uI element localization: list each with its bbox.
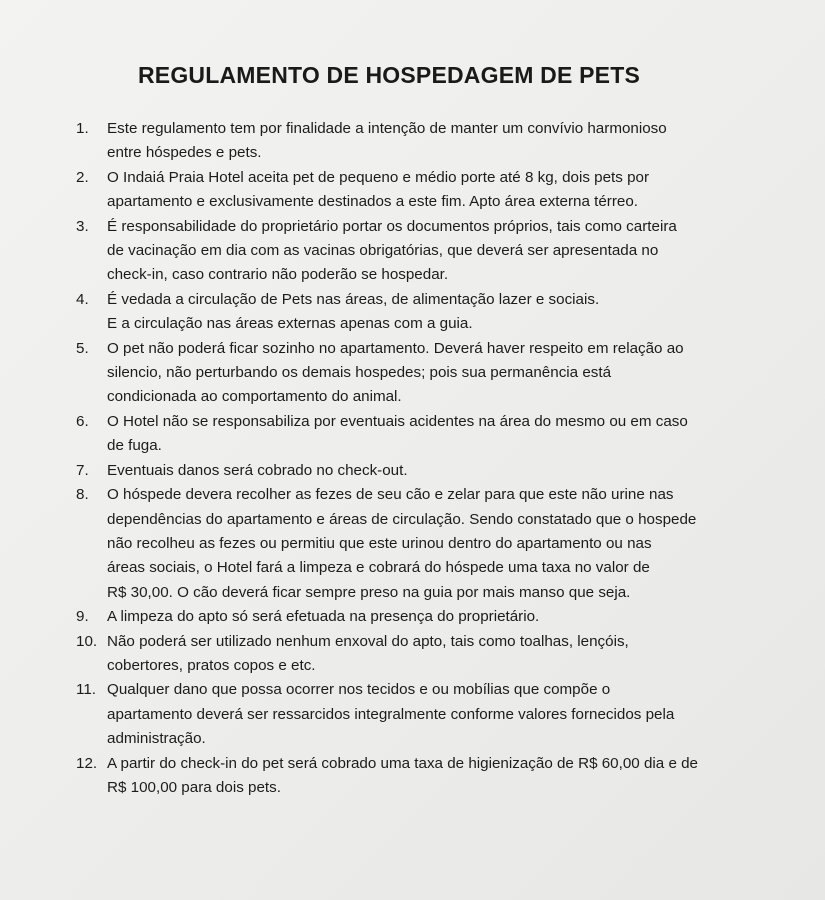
rule-line: entre hóspedes e pets.: [107, 144, 262, 162]
rule-line: O hóspede devera recolher as fezes de seu cão e zelar para que este não urine nas: [107, 486, 674, 504]
rule-line: A partir do check-in do pet será cobrado uma taxa de higienização de R$ 60,00 dia e de: [107, 754, 699, 772]
rule-line: O pet não poderá ficar sozinho no apartamento. Deverá haver respeito em relação ao: [107, 339, 684, 357]
rule-number: 2.: [76, 168, 89, 186]
rule-number: 9.: [76, 608, 89, 626]
rule-item: [76, 630, 746, 679]
rule-item: [76, 166, 746, 215]
rule-text: [107, 678, 746, 751]
rule-line: apartamento e exclusivamente destinados a este fim. Apto área externa térreo.: [107, 193, 639, 211]
rule-number: 12.: [76, 754, 98, 772]
rule-number: 3.: [76, 217, 89, 235]
rule-line: cobertores, pratos copos e etc.: [107, 656, 316, 674]
rule-item: [76, 288, 746, 337]
rule-text: [107, 337, 746, 410]
rule-number: 7.: [76, 461, 89, 479]
rule-item: [76, 410, 746, 459]
rule-line: O Indaiá Praia Hotel aceita pet de pequeno e médio porte até 8 kg, dois pets por: [107, 168, 650, 186]
rule-line: áreas sociais, o Hotel fará a limpeza e cobrará do hóspede uma taxa no valor de: [107, 559, 650, 577]
rule-line: administração.: [107, 730, 206, 748]
rule-item: [76, 117, 746, 166]
rule-text: [107, 752, 746, 801]
rule-number: 6.: [76, 412, 89, 430]
rule-text: [107, 483, 746, 605]
rule-line: Eventuais danos será cobrado no check-out.: [107, 461, 408, 479]
rule-line: É vedada a circulação de Pets nas áreas, de alimentação lazer e sociais.: [107, 290, 600, 308]
rule-text: [107, 605, 746, 629]
rule-text: [107, 215, 746, 288]
rule-number: 5.: [76, 339, 89, 357]
rule-line: R$ 30,00. O cão deverá ficar sempre preso na guia por mais manso que seja.: [107, 583, 631, 601]
rule-line: Não poderá ser utilizado nenhum enxoval do apto, tais como toalhas, lençóis,: [107, 632, 629, 650]
document-title: REGULAMENTO DE HOSPEDAGEM DE PETS: [137, 62, 640, 88]
rule-text: [107, 117, 746, 166]
rule-line: dependências do apartamento e áreas de circulação. Sendo constatado que o hospede: [107, 510, 697, 528]
rule-line: É responsabilidade do proprietário portar os documentos próprios, tais como carteira: [107, 217, 677, 235]
rule-line: Qualquer dano que possa ocorrer nos tecidos e ou mobílias que compõe o: [107, 681, 611, 699]
rule-item: [76, 337, 746, 410]
rule-text: [107, 166, 746, 215]
rule-text: [107, 410, 746, 459]
rule-line: apartamento deverá ser ressarcidos integralmente conforme valores fornecidos pela: [107, 705, 675, 723]
rule-line: E a circulação nas áreas externas apenas com a guia.: [107, 315, 473, 333]
rule-item: [76, 678, 746, 751]
rule-number: 10.: [76, 632, 98, 650]
rule-number: 4.: [76, 290, 89, 308]
rule-line: check-in, caso contrario não poderão se hospedar.: [107, 266, 449, 284]
rule-item: [76, 483, 746, 605]
rule-number: 1.: [76, 120, 89, 137]
rule-line: condicionada ao comportamento do animal.: [107, 388, 402, 406]
rule-line: A limpeza do apto só será efetuada na presença do proprietário.: [107, 608, 540, 626]
rule-number: 11.: [76, 681, 96, 699]
rule-line: silencio, não perturbando os demais hospedes; pois sua permanência está: [107, 364, 612, 382]
rule-line: não recolheu as fezes ou permitiu que este urinou dentro do apartamento ou nas: [107, 534, 652, 552]
rule-line: de fuga.: [107, 437, 162, 455]
rule-item: [76, 215, 746, 288]
rules-list: [76, 117, 746, 800]
rule-line: O Hotel não se responsabiliza por eventuais acidentes na área do mesmo ou em caso: [107, 412, 688, 430]
rule-text: [107, 630, 746, 679]
rule-text: [107, 288, 746, 337]
rule-item: [76, 605, 746, 629]
rule-line: R$ 100,00 para dois pets.: [107, 778, 281, 796]
rule-number: 8.: [76, 486, 89, 504]
rule-line: Este regulamento tem por finalidade a intenção de manter um convívio harmonioso: [107, 120, 667, 137]
rule-text: [107, 459, 746, 483]
rule-line: de vacinação em dia com as vacinas obrigatórias, que deverá ser apresentada no: [107, 242, 659, 260]
rule-item: [76, 459, 746, 483]
rule-item: [76, 752, 746, 801]
